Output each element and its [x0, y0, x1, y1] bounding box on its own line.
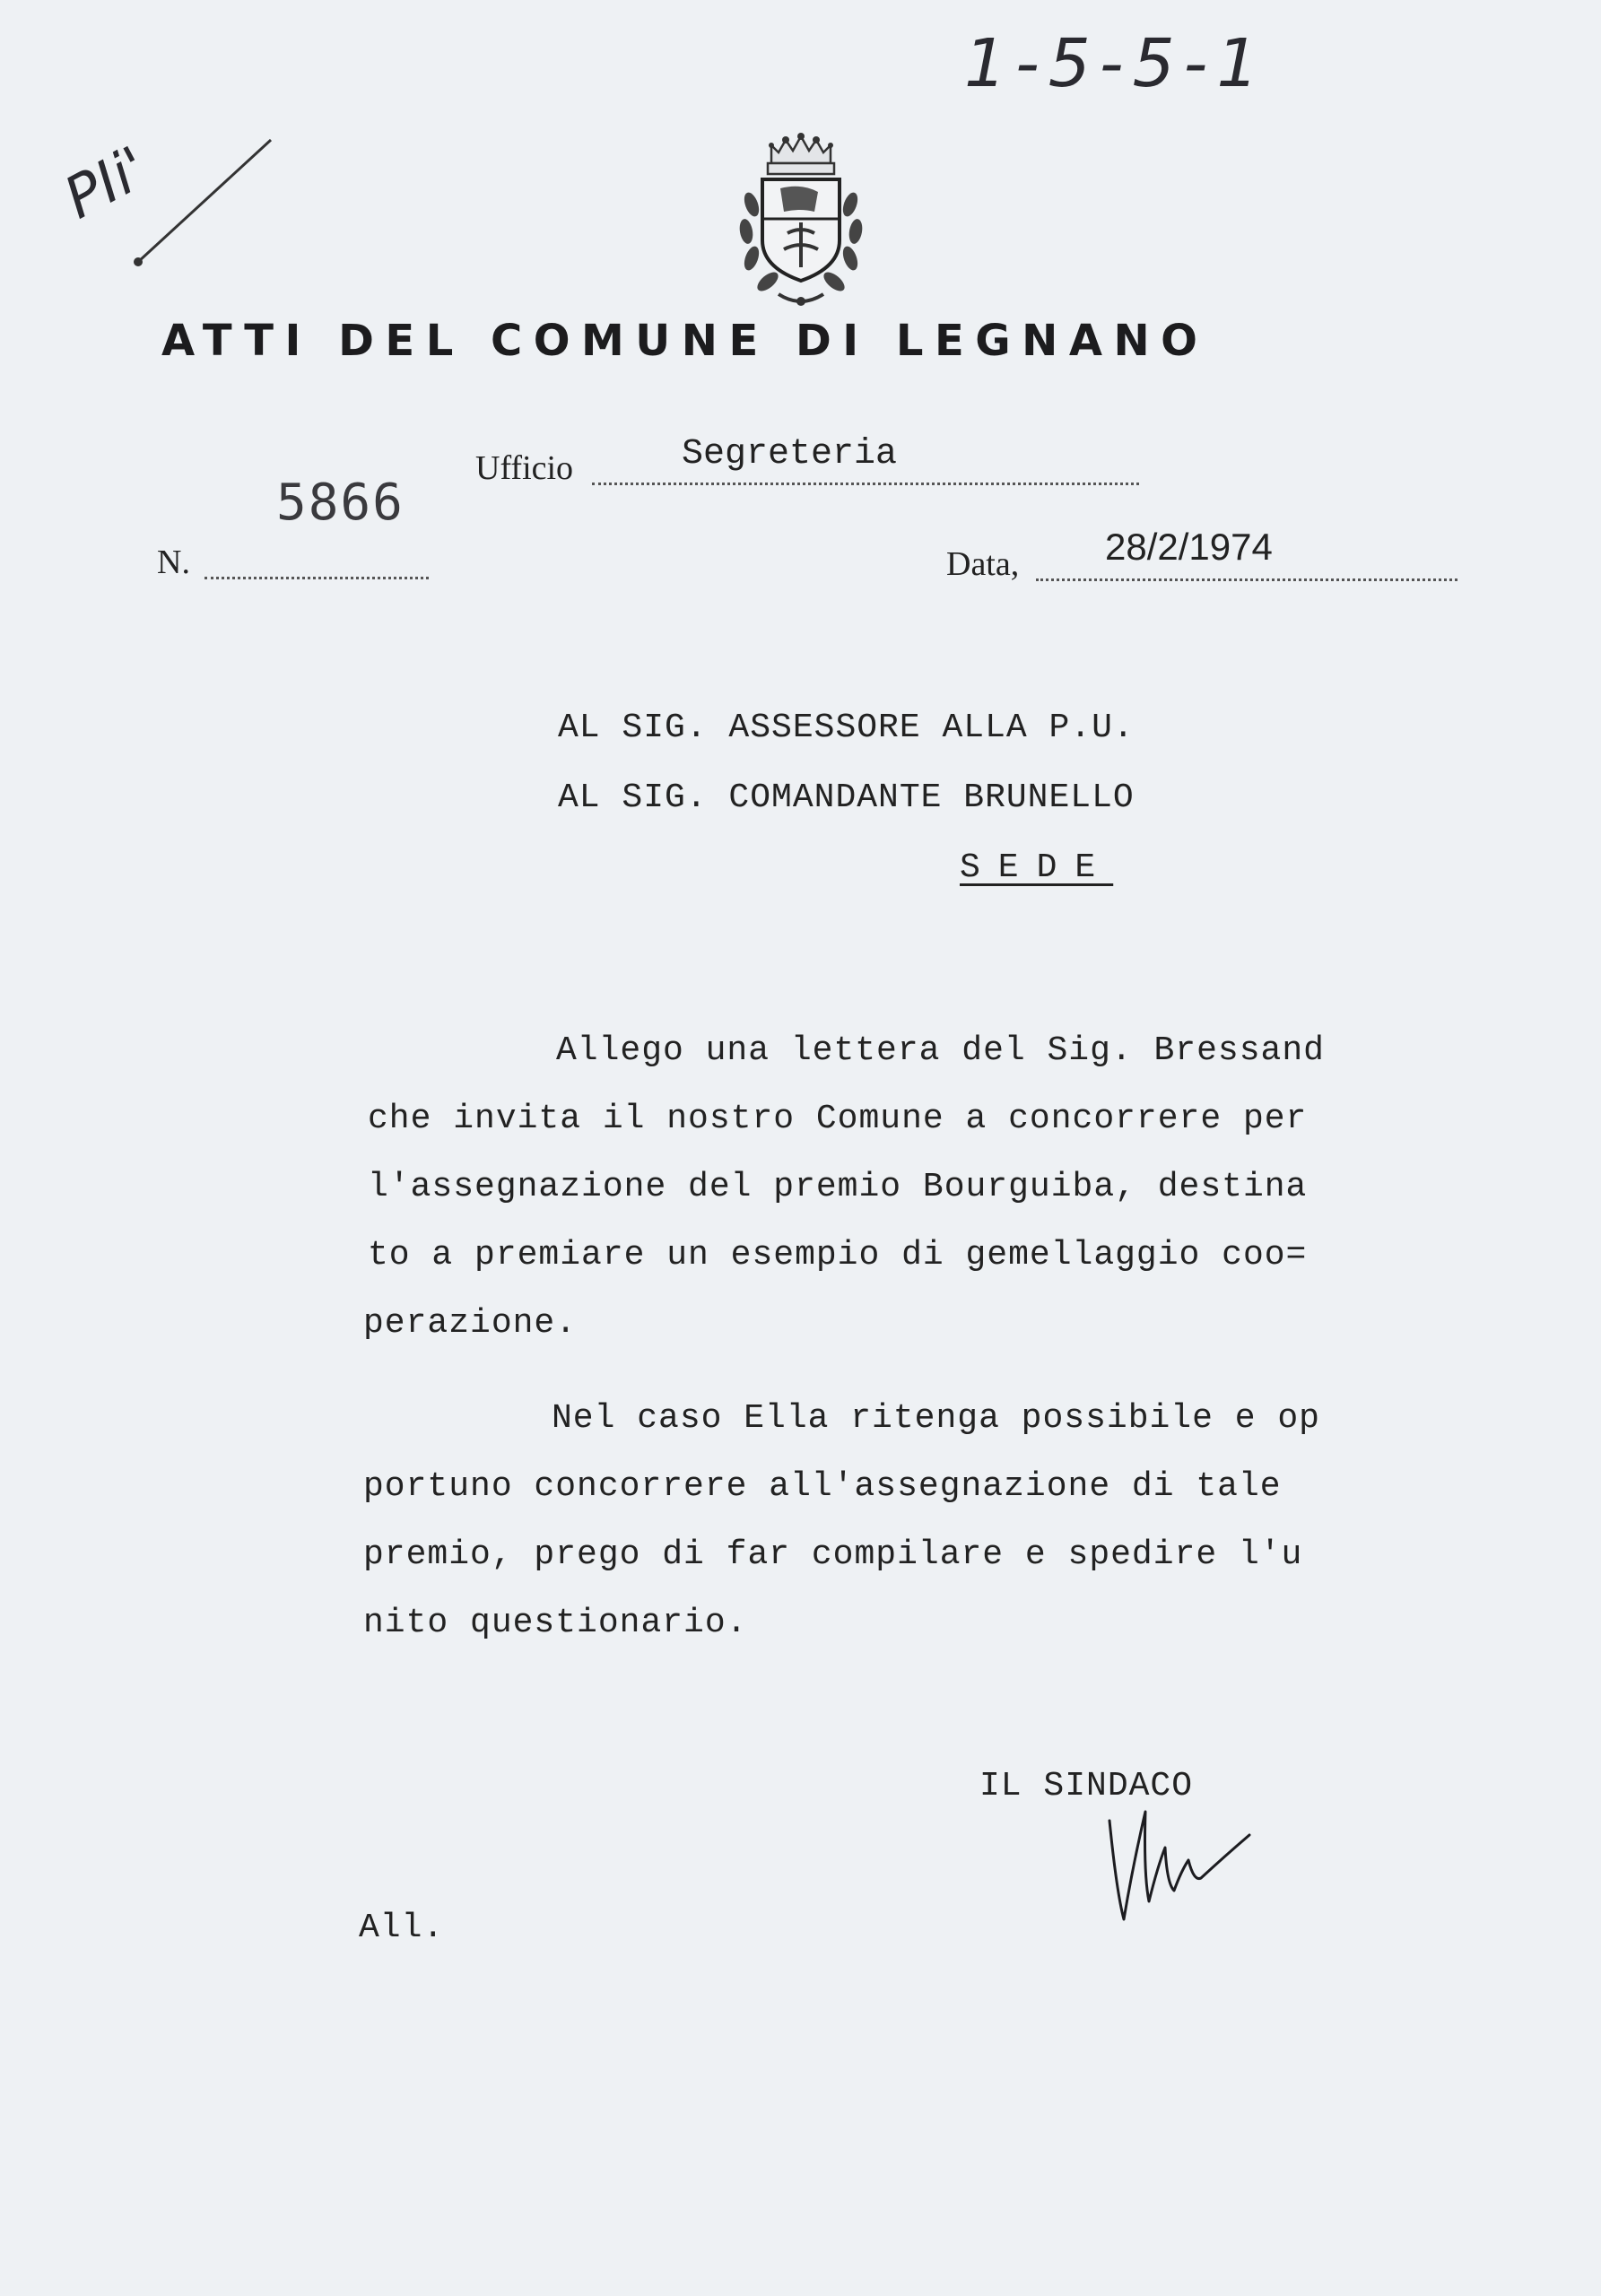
body-p1-line-5: perazione.	[363, 1304, 578, 1343]
ufficio-label: Ufficio	[475, 449, 574, 487]
coat-of-arms-icon	[725, 133, 877, 312]
ufficio-dotted-line	[592, 483, 1139, 485]
number-label: N.	[157, 544, 190, 581]
date-label: Data,	[946, 545, 1020, 583]
body-p1-line-1: Allego una lettera del Sig. Bressand	[556, 1031, 1325, 1070]
body-p1-line-2: che invita il nostro Comune a concorrere per	[368, 1100, 1308, 1138]
protocol-number-stamp: 5866	[276, 474, 405, 532]
signature-label: IL SINDACO	[979, 1767, 1194, 1805]
number-dotted-line	[204, 577, 429, 579]
body-p2-line-1: Nel caso Ella ritenga possibile e op	[552, 1399, 1320, 1438]
recipient-sede: SEDE	[960, 848, 1114, 887]
handwritten-reference-number: 1-5-5-1	[964, 25, 1268, 102]
recipient-line-1: AL SIG. ASSESSORE ALLA P.U.	[558, 709, 1135, 747]
handwritten-signature-icon	[1099, 1785, 1260, 1928]
date-dotted-line	[1036, 578, 1457, 581]
attachment-note: All.	[359, 1909, 445, 1947]
body-p2-line-4: nito questionario.	[363, 1604, 748, 1642]
body-p1-line-4: to a premiare un esempio di gemellaggio coo=	[368, 1236, 1308, 1274]
body-p1-line-3: l'assegnazione del premio Bourguiba, destina	[368, 1168, 1308, 1206]
body-p2-line-2: portuno concorrere all'assegnazione di tale	[363, 1467, 1282, 1506]
body-p2-line-3: premio, prego di far compilare e spedire l'u	[363, 1535, 1303, 1574]
ufficio-value: Segreteria	[682, 434, 898, 474]
pen-stroke-mark	[126, 126, 287, 278]
document-heading: ATTI DEL COMUNE DI LEGNANO	[161, 316, 1209, 366]
date-value: 28/2/1974	[1105, 526, 1273, 568]
handwritten-initials: PIi'	[54, 135, 159, 232]
recipient-line-2: AL SIG. COMANDANTE BRUNELLO	[558, 778, 1135, 817]
